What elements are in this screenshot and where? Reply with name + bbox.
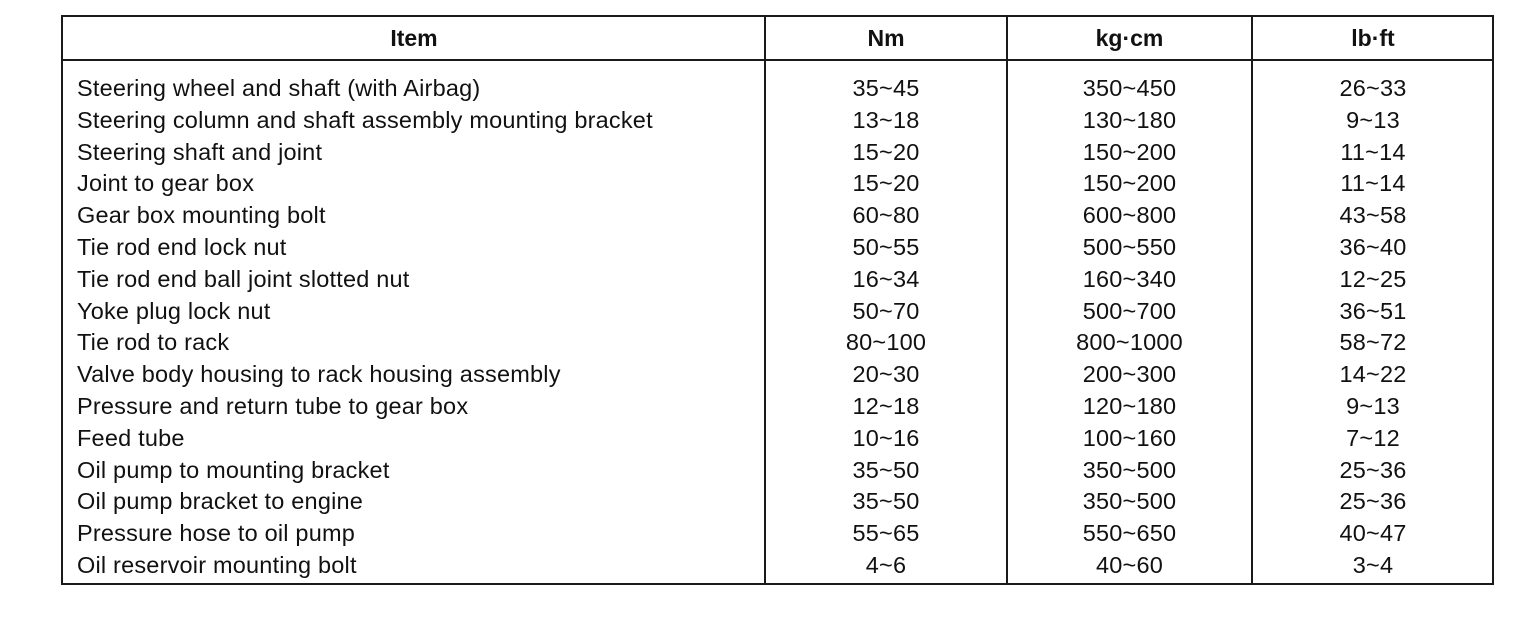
table-row (63, 518, 1492, 550)
header-kgcm: kg·cm (1095, 25, 1164, 51)
cell-kgcm: 500~550 (1082, 233, 1177, 260)
cell-lbft: 3~4 (1352, 551, 1394, 578)
table-row (63, 168, 1492, 200)
table-row (63, 327, 1492, 359)
cell-lbft: 36~40 (1339, 233, 1407, 260)
cell-lbft: 11~14 (1340, 170, 1406, 197)
header-item: Item (390, 25, 438, 51)
table-row (63, 296, 1492, 328)
cell-kgcm: 120~180 (1082, 392, 1177, 419)
cell-nm: 10~16 (852, 424, 920, 451)
table-row (63, 550, 1492, 582)
cell-nm: 35~50 (852, 488, 920, 515)
cell-kgcm: 150~200 (1082, 170, 1177, 197)
cell-nm: 35~50 (852, 456, 920, 483)
cell-lbft: 58~72 (1339, 329, 1407, 356)
cell-nm: 16~34 (852, 265, 920, 292)
cell-kgcm: 40~60 (1095, 551, 1163, 578)
cell-kgcm: 350~500 (1082, 488, 1177, 515)
cell-nm: 50~55 (852, 233, 920, 260)
cell-nm: 15~20 (852, 138, 920, 165)
cell-nm: 35~45 (852, 75, 920, 101)
cell-item: Pressure and return tube to gear box (77, 392, 469, 419)
cell-lbft: 9~13 (1346, 106, 1400, 133)
table-row (63, 423, 1492, 455)
cell-lbft: 7~12 (1346, 424, 1400, 451)
cell-item: Joint to gear box (77, 170, 255, 197)
cell-kgcm: 160~340 (1082, 265, 1177, 292)
cell-lbft: 43~58 (1339, 202, 1407, 229)
cell-nm: 20~30 (852, 361, 920, 388)
cell-item: Tie rod to rack (77, 329, 230, 356)
table-body (63, 73, 1492, 582)
cell-item: Steering wheel and shaft (with Airbag) (77, 75, 481, 101)
cell-kgcm: 130~180 (1082, 106, 1177, 133)
header-lbft: lb·ft (1351, 25, 1395, 51)
cell-lbft: 14~22 (1339, 361, 1407, 388)
cell-nm: 55~65 (852, 520, 920, 547)
cell-item: Yoke plug lock nut (77, 297, 271, 324)
cell-lbft: 9~13 (1346, 392, 1400, 419)
table-row (63, 359, 1492, 391)
cell-nm: 15~20 (852, 170, 920, 197)
cell-kgcm: 150~200 (1082, 138, 1177, 165)
cell-kgcm: 350~500 (1082, 456, 1177, 483)
cell-kgcm: 500~700 (1082, 297, 1177, 324)
table-row (63, 391, 1492, 423)
cell-item: Oil reservoir mounting bolt (77, 551, 357, 578)
torque-spec-table (61, 15, 1494, 585)
header-nm: Nm (867, 25, 905, 51)
cell-nm: 12~18 (852, 392, 920, 419)
cell-kgcm: 600~800 (1082, 202, 1177, 229)
cell-item: Oil pump bracket to engine (77, 488, 364, 515)
cell-kgcm: 550~650 (1082, 520, 1177, 547)
cell-kgcm: 800~1000 (1076, 329, 1183, 356)
cell-item: Pressure hose to oil pump (77, 520, 356, 547)
cell-lbft: 12~25 (1339, 265, 1407, 292)
cell-item: Tie rod end lock nut (77, 233, 287, 260)
cell-lbft: 26~33 (1339, 75, 1407, 101)
cell-nm: 13~18 (852, 106, 920, 133)
cell-item: Oil pump to mounting bracket (77, 456, 390, 483)
cell-item: Steering shaft and joint (77, 138, 323, 165)
cell-nm: 80~100 (845, 329, 927, 356)
cell-item: Gear box mounting bolt (77, 202, 326, 229)
cell-kgcm: 350~450 (1082, 75, 1177, 101)
cell-lbft: 36~51 (1339, 297, 1407, 324)
cell-lbft: 40~47 (1339, 520, 1407, 547)
cell-item: Valve body housing to rack housing assembly (77, 361, 561, 388)
cell-lbft: 25~36 (1339, 488, 1407, 515)
table-header-row (63, 17, 1492, 61)
cell-lbft: 11~14 (1340, 138, 1406, 165)
cell-kgcm: 100~160 (1082, 424, 1177, 451)
table-row (63, 105, 1492, 137)
cell-lbft: 25~36 (1339, 456, 1407, 483)
table-row (63, 137, 1492, 169)
table-row (63, 486, 1492, 518)
table-row (63, 200, 1492, 232)
cell-kgcm: 200~300 (1082, 361, 1177, 388)
cell-nm: 50~70 (852, 297, 920, 324)
table-row (63, 264, 1492, 296)
cell-nm: 4~6 (865, 551, 907, 578)
table-row (63, 73, 1492, 105)
cell-item: Tie rod end ball joint slotted nut (77, 265, 410, 292)
cell-item: Feed tube (77, 424, 185, 451)
table-row (63, 455, 1492, 487)
cell-item: Steering column and shaft assembly mounting bracket (77, 106, 653, 133)
cell-nm: 60~80 (852, 202, 920, 229)
table-row (63, 232, 1492, 264)
